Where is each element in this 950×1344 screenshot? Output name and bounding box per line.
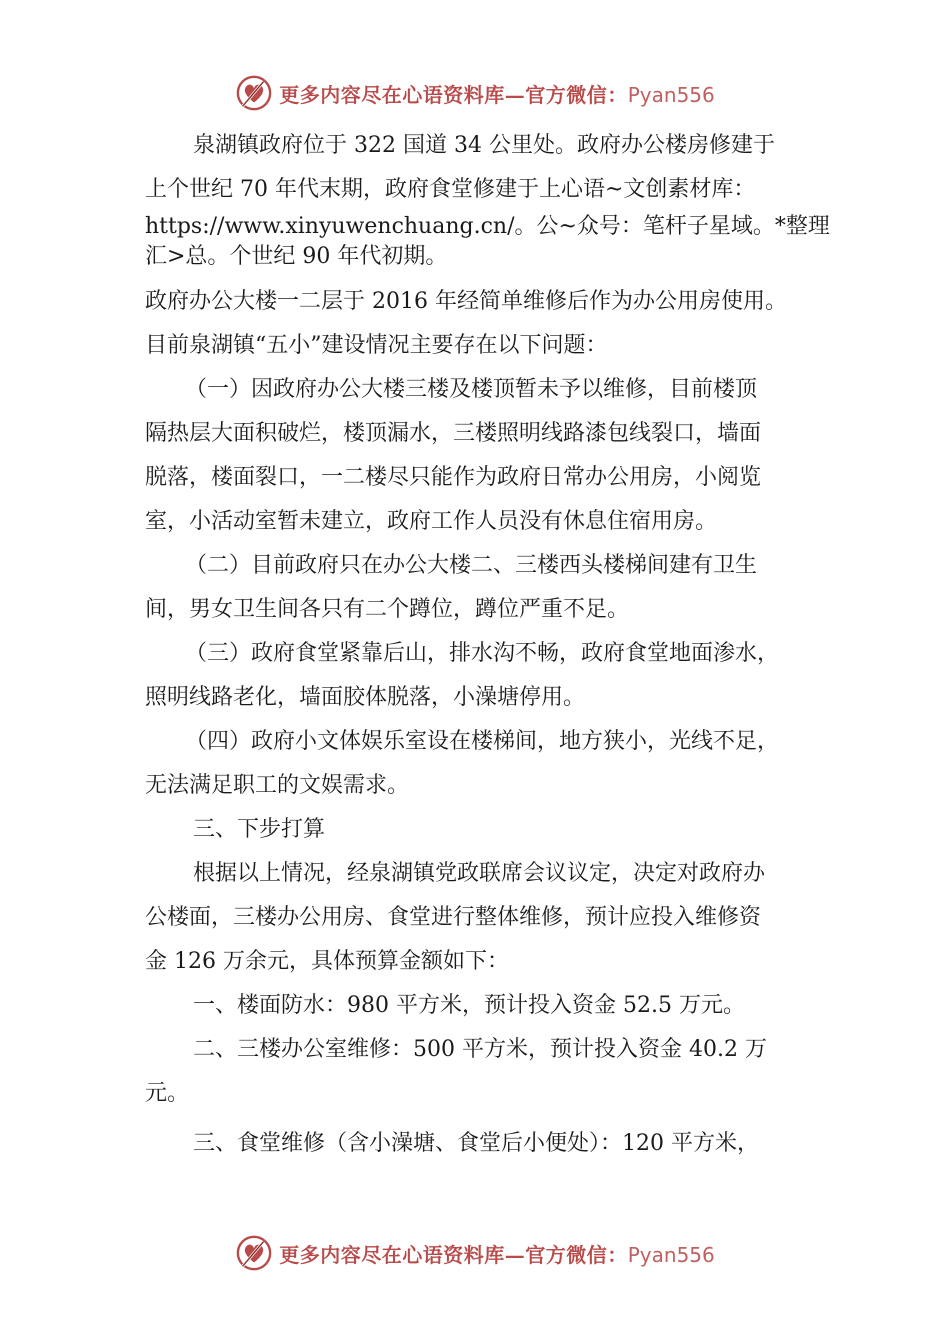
text-line: （一）因政府办公大楼三楼及楼顶暂未予以维修，目前楼顶 xyxy=(185,377,758,402)
watermark-handle: Pyan556 xyxy=(627,82,715,107)
heart-pen-logo-icon xyxy=(235,1234,273,1272)
text-line: 一、楼面防水：980 平方米，预计投入资金 52.5 万元。 xyxy=(193,993,745,1018)
watermark-banner-top xyxy=(0,70,950,116)
text-line: 元。 xyxy=(145,1081,190,1106)
text-line: 照明线路老化，墙面胶体脱落，小澡塘停用。 xyxy=(145,685,586,710)
text-line: 间，男女卫生间各只有二个蹲位，蹲位严重不足。 xyxy=(145,597,630,622)
document-body xyxy=(145,124,830,1166)
watermark-prefix: 更多内容尽在心语资料库—官方微信： xyxy=(279,1242,628,1267)
text-line: （四）政府小文体娱乐室设在楼梯间，地方狭小，光线不足， xyxy=(185,729,780,754)
heart-pen-logo-icon xyxy=(235,74,273,112)
watermark-content xyxy=(235,74,715,112)
watermark-content xyxy=(235,1234,715,1272)
text-line: 三、食堂维修（含小澡塘、食堂后小便处）：120 平方米， xyxy=(193,1131,759,1156)
watermark-text xyxy=(279,1239,715,1268)
watermark-text xyxy=(279,79,715,108)
text-line: 室，小活动室暂未建立，政府工作人员没有休息住宿用房。 xyxy=(145,509,718,534)
text-line: （三）政府食堂紧靠后山，排水沟不畅，政府食堂地面渗水， xyxy=(185,641,780,666)
text-line: 金 126 万余元，具体预算金额如下： xyxy=(145,949,509,974)
text-line: 隔热层大面积破烂，楼顶漏水，三楼照明线路漆包线裂口，墙面 xyxy=(145,421,762,446)
text-line: 无法满足职工的文娱需求。 xyxy=(145,773,410,798)
text-line: 二、三楼办公室维修：500 平方米，预计投入资金 40.2 万 xyxy=(193,1037,767,1062)
text-line: 公楼面，三楼办公用房、食堂进行整体维修，预计应投入维修资 xyxy=(145,905,762,930)
text-line: 政府办公大楼一二层于 2016 年经简单维修后作为办公用房使用。 xyxy=(145,289,787,314)
text-line: 根据以上情况，经泉湖镇党政联席会议议定，决定对政府办 xyxy=(193,861,766,886)
text-line: 上个世纪 70 年代末期，政府食堂修建于上心语~文创素材库： xyxy=(145,177,756,202)
watermark-prefix: 更多内容尽在心语资料库—官方微信： xyxy=(279,82,628,107)
text-line: https://www.xinyuwenchuang.cn/。公~众号：笔杆子星域。*整理 xyxy=(145,214,830,239)
watermark-banner-bottom xyxy=(0,1230,950,1276)
text-line: （二）目前政府只在办公大楼二、三楼西头楼梯间建有卫生 xyxy=(185,553,758,578)
watermark-handle: Pyan556 xyxy=(627,1242,715,1267)
section-heading: 三、下步打算 xyxy=(193,817,326,842)
text-line: 脱落，楼面裂口，一二楼尽只能作为政府日常办公用房，小阅览 xyxy=(145,465,762,490)
text-line: 汇>总。个世纪 90 年代初期。 xyxy=(145,244,448,269)
text-line: 目前泉湖镇“五小”建设情况主要存在以下问题： xyxy=(145,333,608,358)
text-line: 泉湖镇政府位于 322 国道 34 公里处。政府办公楼房修建于 xyxy=(193,133,775,158)
